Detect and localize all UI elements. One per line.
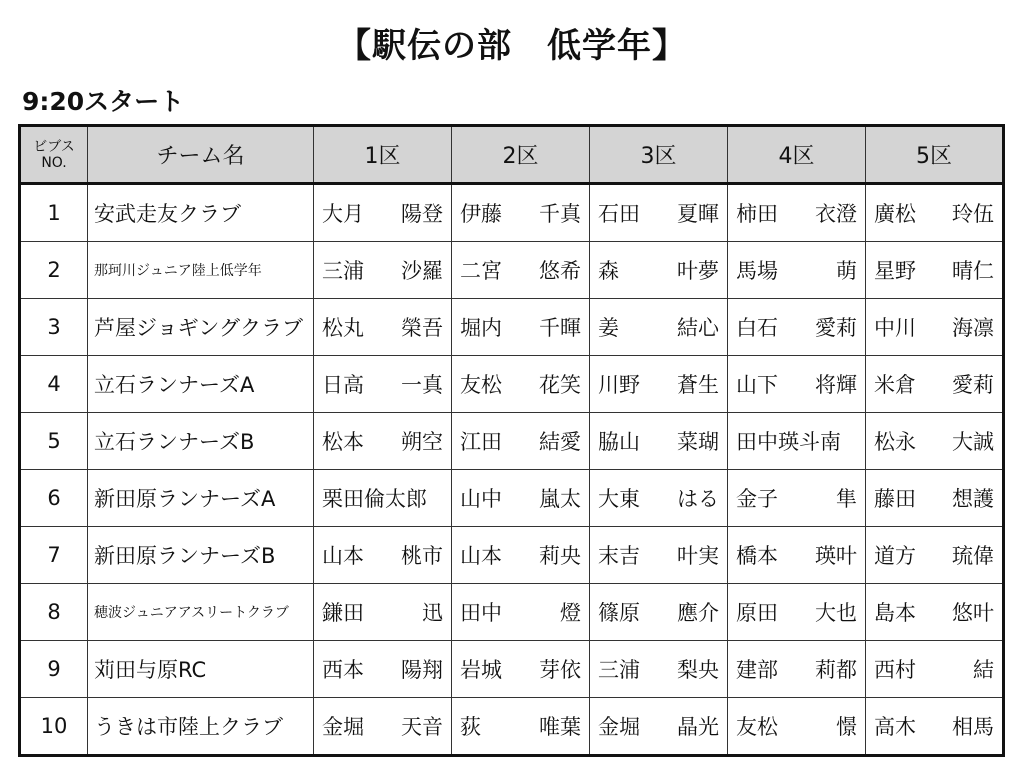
runner-surname: 友松 [736,715,778,739]
runner-surname: 金堀 [598,715,640,739]
bib-number: 5 [20,413,88,470]
table-body [20,184,1004,756]
runner-name [736,597,857,627]
runner-given-name: 嵐太 [539,487,581,511]
table-header-row [20,126,1004,184]
runner-leg3 [590,242,728,299]
runner-name [874,597,994,627]
runner-surname: 三浦 [322,259,364,283]
runner-surname: 伊藤 [460,202,502,226]
runner-surname: 山本 [322,544,364,568]
runner-given-name: 燈 [560,601,581,625]
header-leg5: 5区 [866,126,1004,184]
runner-name [460,369,581,399]
runner-leg2 [452,470,590,527]
table-row [20,356,1004,413]
runner-surname: 馬場 [736,259,778,283]
runner-name [598,540,719,570]
runner-leg5 [866,356,1004,413]
runner-leg2 [452,698,590,756]
runner-leg1 [314,698,452,756]
bib-number: 4 [20,356,88,413]
bib-number: 1 [20,184,88,242]
runner-surname: 大東 [598,487,640,511]
team-name: 苅田与原RC [88,641,314,698]
runner-leg4 [728,242,866,299]
runner-surname: 西村 [874,658,916,682]
runner-surname: 白石 [736,316,778,340]
runner-given-name: 海凛 [952,316,994,340]
team-name: 新田原ランナーズB [88,527,314,584]
runner-surname: 松本 [322,430,364,454]
runner-leg5 [866,299,1004,356]
runner-full-name: 栗田倫太郎 [322,487,427,511]
runner-given-name: 結心 [677,316,719,340]
runner-given-name: 衣澄 [815,202,857,226]
runner-given-name: 悠叶 [952,601,994,625]
runner-name [736,483,857,513]
runner-name [874,711,994,741]
runner-surname: 橋本 [736,544,778,568]
table-row [20,584,1004,641]
runner-name [736,198,857,228]
runner-given-name: はる [677,487,719,511]
runner-name [322,369,443,399]
runner-name [874,312,994,342]
runner-leg3 [590,299,728,356]
runner-surname: 岩城 [460,658,502,682]
runner-leg3 [590,356,728,413]
runner-surname: 高木 [874,715,916,739]
table-row [20,527,1004,584]
team-name: 穂波ジュニアアスリートクラブ [88,584,314,641]
runner-leg1 [314,184,452,242]
runner-given-name: 晶光 [677,715,719,739]
runner-given-name: 将輝 [815,373,857,397]
table-row [20,184,1004,242]
runner-name [460,426,581,456]
runner-name [460,711,581,741]
runner-name [460,198,581,228]
runner-given-name: 沙羅 [401,259,443,283]
runner-surname: 西本 [322,658,364,682]
runner-surname: 石田 [598,202,640,226]
bib-number: 2 [20,242,88,299]
runner-name [322,483,443,513]
runner-given-name: 千暉 [539,316,581,340]
runner-given-name: 莉央 [539,544,581,568]
runner-surname: 田中 [460,601,502,625]
runner-leg2 [452,184,590,242]
runner-leg5 [866,527,1004,584]
runner-name [874,654,994,684]
runner-surname: 末吉 [598,544,640,568]
team-name: 芦屋ジョギングクラブ [88,299,314,356]
runner-name [460,540,581,570]
runner-name [460,255,581,285]
runner-given-name: 瑛叶 [815,544,857,568]
runner-given-name: 隼 [836,487,857,511]
runner-leg2 [452,356,590,413]
runner-leg5 [866,698,1004,756]
runner-given-name: 千真 [539,202,581,226]
runner-leg4 [728,584,866,641]
runner-given-name: 蒼生 [677,373,719,397]
runner-name [322,597,443,627]
runner-surname: 中川 [874,316,916,340]
runner-given-name: 天音 [401,715,443,739]
runner-given-name: 花笑 [539,373,581,397]
runner-surname: 三浦 [598,658,640,682]
bib-number: 9 [20,641,88,698]
runner-given-name: 菜瑚 [677,430,719,454]
runner-name [322,654,443,684]
runner-given-name: 叶夢 [677,259,719,283]
runner-name [736,255,857,285]
runner-surname: 道方 [874,544,916,568]
runner-leg2 [452,299,590,356]
runner-given-name: 應介 [677,601,719,625]
runner-surname: 山本 [460,544,502,568]
runner-surname: 二宮 [460,259,502,283]
runner-name [598,597,719,627]
bib-number: 10 [20,698,88,756]
runner-name [874,483,994,513]
runner-name [322,540,443,570]
table-row [20,413,1004,470]
runner-leg1 [314,470,452,527]
runner-surname: 柿田 [736,202,778,226]
runner-name [322,711,443,741]
runner-surname: 姜 [598,316,619,340]
runner-surname: 金堀 [322,715,364,739]
runner-surname: 金子 [736,487,778,511]
runner-leg3 [590,584,728,641]
runner-given-name: 一真 [401,373,443,397]
page-title: 【駅伝の部 低学年】 [337,26,687,66]
runner-surname: 松永 [874,430,916,454]
runner-name [874,255,994,285]
runner-leg4 [728,641,866,698]
runner-leg5 [866,584,1004,641]
runner-given-name: 憬 [836,715,857,739]
runner-given-name: 愛莉 [952,373,994,397]
runner-surname: 友松 [460,373,502,397]
runner-leg5 [866,184,1004,242]
runner-given-name: 芽依 [539,658,581,682]
runner-name [598,312,719,342]
runner-name [736,426,857,456]
runner-name [598,654,719,684]
runner-leg3 [590,641,728,698]
runner-surname: 荻 [460,715,481,739]
runner-given-name: 陽翔 [401,658,443,682]
runner-leg4 [728,413,866,470]
table-row [20,698,1004,756]
header-bib-line2: NO. [41,154,67,171]
runner-surname: 山中 [460,487,502,511]
runner-leg4 [728,527,866,584]
runner-given-name: 迅 [422,601,443,625]
runner-leg3 [590,184,728,242]
runner-full-name: 田中瑛斗南 [736,430,841,454]
runner-surname: 川野 [598,373,640,397]
runner-given-name: 玲伍 [952,202,994,226]
runner-surname: 星野 [874,259,916,283]
runner-surname: 堀内 [460,316,502,340]
table-row [20,641,1004,698]
header-leg2: 2区 [452,126,590,184]
runner-surname: 森 [598,259,619,283]
runner-leg2 [452,527,590,584]
runner-surname: 篠原 [598,601,640,625]
table-row [20,242,1004,299]
runner-name [874,540,994,570]
runner-given-name: 叶実 [677,544,719,568]
team-name: 新田原ランナーズA [88,470,314,527]
runner-name [736,654,857,684]
runner-leg3 [590,470,728,527]
runner-leg2 [452,413,590,470]
runner-given-name: 想護 [952,487,994,511]
runner-given-name: 陽登 [401,202,443,226]
runner-name [736,369,857,399]
runner-leg4 [728,299,866,356]
runner-given-name: 結 [973,658,994,682]
runner-name [598,255,719,285]
runner-name [736,711,857,741]
runner-given-name: 大誠 [952,430,994,454]
runner-surname: 廣松 [874,202,916,226]
runner-leg3 [590,527,728,584]
runner-given-name: 琉偉 [952,544,994,568]
runner-given-name: 桃市 [401,544,443,568]
table-row [20,299,1004,356]
bib-number: 7 [20,527,88,584]
runner-leg5 [866,242,1004,299]
team-name: 立石ランナーズA [88,356,314,413]
runner-surname: 大月 [322,202,364,226]
runner-leg5 [866,641,1004,698]
header-leg1: 1区 [314,126,452,184]
runner-given-name: 朔空 [401,430,443,454]
runner-name [736,312,857,342]
runner-surname: 山下 [736,373,778,397]
runner-surname: 鎌田 [322,601,364,625]
runner-name [460,597,581,627]
runner-given-name: 夏暉 [677,202,719,226]
runner-surname: 藤田 [874,487,916,511]
runner-leg1 [314,299,452,356]
runner-leg3 [590,698,728,756]
runner-given-name: 相馬 [952,715,994,739]
runner-given-name: 結愛 [539,430,581,454]
table-row [20,470,1004,527]
bib-number: 8 [20,584,88,641]
runner-name [322,312,443,342]
runner-leg4 [728,470,866,527]
runner-surname: 建部 [736,658,778,682]
runner-leg1 [314,641,452,698]
runner-surname: 米倉 [874,373,916,397]
runner-leg1 [314,356,452,413]
runner-name [874,426,994,456]
runner-name [460,654,581,684]
header-leg3: 3区 [590,126,728,184]
runner-leg2 [452,242,590,299]
runner-leg1 [314,413,452,470]
runner-name [322,255,443,285]
runner-given-name: 莉都 [815,658,857,682]
runner-given-name: 唯葉 [539,715,581,739]
runner-name [874,198,994,228]
team-name: 那珂川ジュニア陸上低学年 [88,242,314,299]
runner-name [874,369,994,399]
runner-leg4 [728,698,866,756]
start-time-label: 9:20スタート [22,87,185,116]
runner-name [598,426,719,456]
header-bib-line1: ビブス [33,138,75,155]
team-name: 安武走友クラブ [88,184,314,242]
runner-surname: 日高 [322,373,364,397]
runner-name [598,198,719,228]
runner-name [322,426,443,456]
header-team: チーム名 [88,126,314,184]
runner-given-name: 萌 [836,259,857,283]
runner-given-name: 愛莉 [815,316,857,340]
bib-number: 3 [20,299,88,356]
runner-leg1 [314,584,452,641]
runner-leg4 [728,356,866,413]
team-name: 立石ランナーズB [88,413,314,470]
runner-leg5 [866,413,1004,470]
runner-leg2 [452,641,590,698]
runner-surname: 江田 [460,430,502,454]
runner-given-name: 榮吾 [401,316,443,340]
runner-surname: 脇山 [598,430,640,454]
runner-given-name: 梨央 [677,658,719,682]
runner-name [460,312,581,342]
runner-name [598,369,719,399]
runner-leg1 [314,242,452,299]
runner-surname: 松丸 [322,316,364,340]
runner-leg5 [866,470,1004,527]
runner-given-name: 晴仁 [952,259,994,283]
team-name: うきは市陸上クラブ [88,698,314,756]
header-leg4: 4区 [728,126,866,184]
runner-surname: 原田 [736,601,778,625]
runner-surname: 島本 [874,601,916,625]
runner-leg2 [452,584,590,641]
runner-leg1 [314,527,452,584]
runner-leg4 [728,184,866,242]
bib-number: 6 [20,470,88,527]
runner-given-name: 大也 [815,601,857,625]
runner-name [322,198,443,228]
roster-table [18,124,1005,757]
runner-name [598,483,719,513]
header-bib-number [20,126,88,184]
runner-leg3 [590,413,728,470]
runner-name [460,483,581,513]
runner-given-name: 悠希 [539,259,581,283]
runner-name [736,540,857,570]
runner-name [598,711,719,741]
